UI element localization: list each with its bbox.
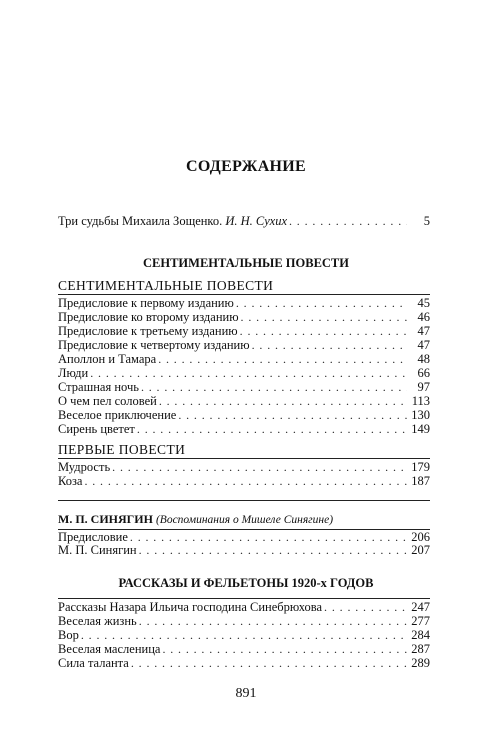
leader-dots xyxy=(139,614,407,629)
toc-entry-page: 187 xyxy=(411,474,430,488)
toc-entry-page: 113 xyxy=(411,394,430,408)
toc-entry-page: 47 xyxy=(417,324,430,338)
toc-entry-page: 5 xyxy=(423,214,430,228)
toc-entry-page: 130 xyxy=(411,408,430,422)
toc-entry[interactable] xyxy=(58,338,430,353)
toc-entry[interactable] xyxy=(58,394,430,409)
leader-dots xyxy=(137,422,407,437)
toc-entry[interactable] xyxy=(58,600,430,615)
leader-dots xyxy=(252,338,407,353)
leader-dots xyxy=(141,380,407,395)
toc-entry-page: 66 xyxy=(417,366,430,380)
section-heading-stories-1920s: РАССКАЗЫ И ФЕЛЬЕТОНЫ 1920-х ГОДОВ xyxy=(118,576,374,590)
toc-entry-title: Три судьбы Михаила Зощенко. И. Н. Сухих xyxy=(58,214,287,228)
toc-entry[interactable] xyxy=(58,408,430,423)
leader-dots xyxy=(158,352,407,367)
toc-entry-author: И. Н. Сухих xyxy=(225,214,287,228)
section-heading-sentimental: СЕНТИМЕНТАЛЬНЫЕ ПОВЕСТИ xyxy=(143,256,349,270)
toc-entry-page: 207 xyxy=(411,543,430,557)
toc-entry[interactable] xyxy=(58,474,430,489)
page-number: 891 xyxy=(235,686,257,701)
leader-dots xyxy=(289,214,407,229)
toc-entry-title: Рассказы Назара Ильича господина Синебрюхова xyxy=(58,600,323,614)
leader-dots xyxy=(159,394,407,409)
toc-entry[interactable] xyxy=(58,614,430,629)
toc-entry[interactable] xyxy=(58,296,430,311)
toc-entry-title: Коза xyxy=(58,474,83,488)
toc-entry-title: Страшная ночь xyxy=(58,380,139,394)
leader-dots xyxy=(241,310,407,325)
toc-entry-title: Предисловие ко второму изданию xyxy=(58,310,239,324)
toc-entry-title: Сила таланта xyxy=(58,656,129,670)
toc-entry-page: 149 xyxy=(411,422,430,436)
toc-entry-title: Аполлон и Тамара xyxy=(58,352,157,366)
toc-entry-page: 247 xyxy=(411,600,430,614)
leader-dots xyxy=(112,460,407,475)
part-rule xyxy=(58,458,430,459)
toc-entry-title: Веселое приключение xyxy=(58,408,177,422)
leader-dots xyxy=(162,642,407,657)
leader-dots xyxy=(81,628,407,643)
toc-entry[interactable] xyxy=(58,324,430,339)
toc-entry-title: Предисловие к третьему изданию xyxy=(58,324,238,338)
toc-entry-title: М. П. Синягин xyxy=(58,543,137,557)
leader-dots xyxy=(240,324,407,339)
toc-entry[interactable] xyxy=(58,366,430,381)
toc-entry-page: 47 xyxy=(417,338,430,352)
part-rule xyxy=(58,294,430,295)
leader-dots xyxy=(131,656,407,671)
leader-dots xyxy=(178,408,407,423)
toc-entry-page: 46 xyxy=(417,310,430,324)
leader-dots xyxy=(90,366,407,381)
toc-entry-page: 97 xyxy=(417,380,430,394)
leader-dots xyxy=(84,474,407,489)
toc-entry-page: 284 xyxy=(411,628,430,642)
toc-entry-page: 289 xyxy=(411,656,430,670)
toc-entry-title: Мудрость xyxy=(58,460,111,474)
toc-entry-title: Вор xyxy=(58,628,79,642)
toc-entry-page: 48 xyxy=(417,352,430,366)
leader-dots xyxy=(236,296,407,311)
toc-entry-title: Сирень цветет xyxy=(58,422,135,436)
toc-entry-title: Люди xyxy=(58,366,89,380)
part-title-first-stories: ПЕРВЫЕ ПОВЕСТИ xyxy=(58,442,186,457)
toc-entry[interactable] xyxy=(58,656,430,671)
toc-entry[interactable] xyxy=(58,422,430,437)
leader-dots xyxy=(324,600,407,615)
toc-entry-page: 287 xyxy=(411,642,430,656)
contents-title: СОДЕРЖАНИЕ xyxy=(185,158,307,175)
toc-entry-page: 179 xyxy=(411,460,430,474)
toc-entry-title: Предисловие xyxy=(58,530,128,544)
toc-entry-title: Предисловие к четвертому изданию xyxy=(58,338,250,352)
toc-entry-page: 206 xyxy=(411,530,430,544)
toc-entry[interactable] xyxy=(58,628,430,643)
toc-entry[interactable] xyxy=(58,352,430,367)
toc-entry[interactable] xyxy=(58,642,430,657)
section-rule xyxy=(58,500,430,501)
toc-entry-title: Веселая жизнь xyxy=(58,614,137,628)
toc-entry-intro[interactable] xyxy=(58,214,430,229)
toc-entry-page: 45 xyxy=(417,296,430,310)
toc-entry-title: Веселая масленица xyxy=(58,642,161,656)
section-subtitle: (Воспоминания о Мишеле Синягине) xyxy=(155,514,334,526)
toc-entry[interactable] xyxy=(58,310,430,325)
section-rule xyxy=(58,598,430,599)
toc-entry-title: Предисловие к первому изданию xyxy=(58,296,234,310)
toc-entry-title: О чем пел соловей xyxy=(58,394,157,408)
toc-entry[interactable] xyxy=(58,543,430,558)
toc-entry-page: 277 xyxy=(411,614,430,628)
toc-entry[interactable] xyxy=(58,380,430,395)
section-author: М. П. СИНЯГИН xyxy=(58,512,153,526)
toc-entry[interactable] xyxy=(58,460,430,475)
section-heading-sinyagin xyxy=(58,512,333,527)
part-title-sentimental: СЕНТИМЕНТАЛЬНЫЕ ПОВЕСТИ xyxy=(58,278,274,293)
leader-dots xyxy=(139,543,407,558)
